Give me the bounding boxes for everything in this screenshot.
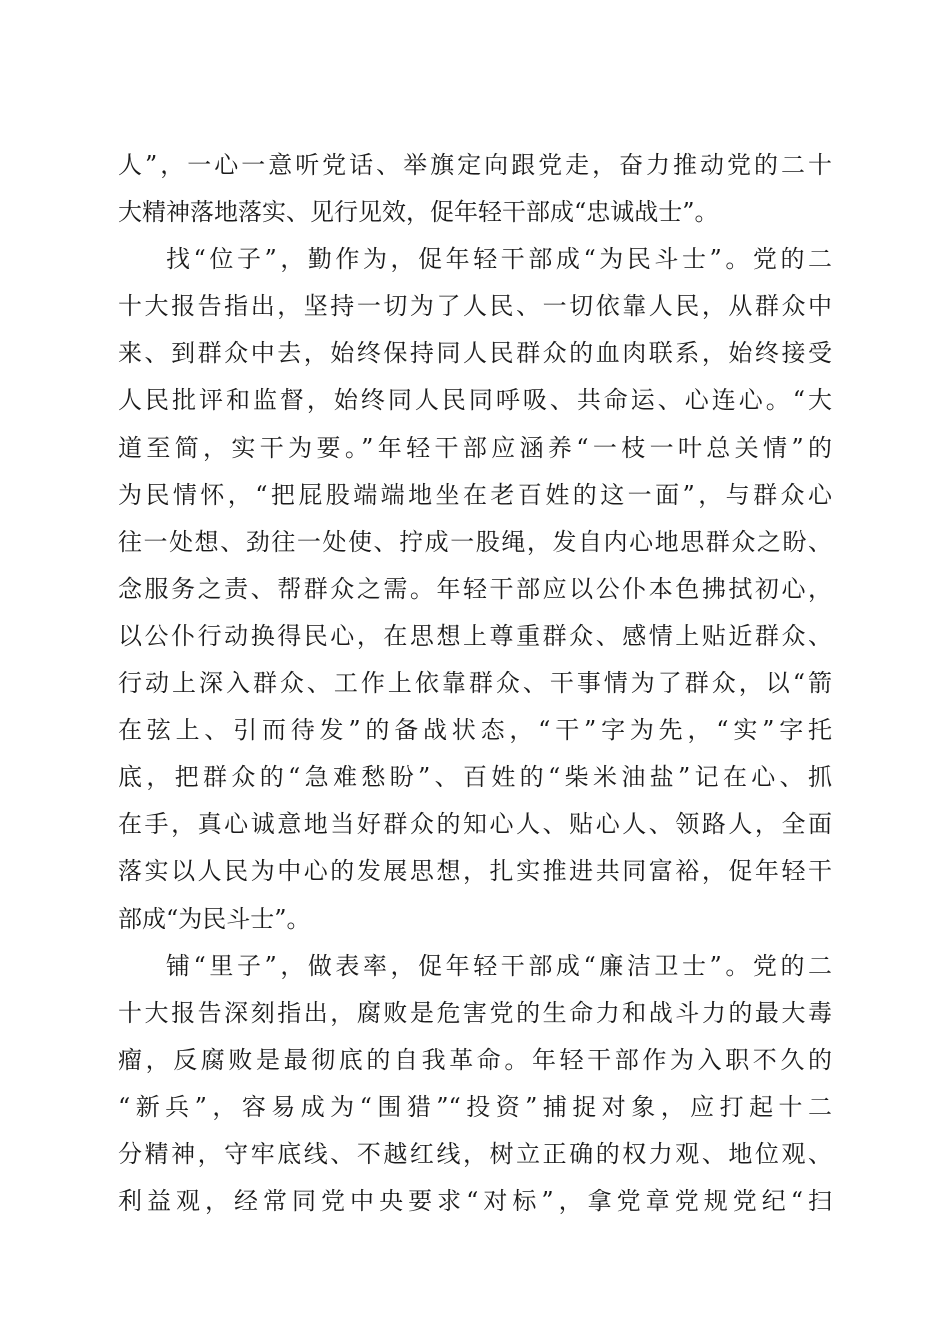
text-line: 落实以人民为中心的发展思想，扎实推进共同富裕，促年轻干 bbox=[118, 857, 832, 886]
document-body bbox=[118, 142, 832, 1225]
text-line: 往一处想、劲往一处使、拧成一股绳，发自内心地思群众之盼、 bbox=[118, 527, 832, 556]
text-line: 行动上深入群众、工作上依靠群众、干事情为了群众，以“箭 bbox=[118, 669, 832, 698]
text-line: 人”，一心一意听党话、举旗定向跟党走，奋力推动党的二十 bbox=[118, 151, 832, 179]
text-line: 底，把群众的“急难愁盼”、百姓的“柴米油盐”记在心、抓 bbox=[118, 763, 832, 792]
text-line: 念服务之责、帮群众之需。年轻干部应以公仆本色拂拭初心， bbox=[118, 574, 832, 603]
text-line: 部成“为民斗士”。 bbox=[118, 904, 311, 933]
text-line: 分精神，守牢底线、不越红线，树立正确的权力观、地位观、 bbox=[118, 1139, 832, 1168]
paragraph-first-line: 找“位子”，勤作为，促年轻干部成“为民斗士”。党的二 bbox=[166, 245, 832, 274]
text-line: 人民批评和监督，始终同人民同呼吸、共命运、心连心。“大 bbox=[118, 386, 832, 415]
text-line: 来、到群众中去，始终保持同人民群众的血肉联系，始终接受 bbox=[118, 339, 832, 368]
text-line: 在手，真心诚意地当好群众的知心人、贴心人、领路人，全面 bbox=[118, 810, 832, 839]
text-line: 瘤，反腐败是最彻底的自我革命。年轻干部作为入职不久的 bbox=[118, 1045, 832, 1074]
text-line: 道至简，实干为要。”年轻干部应涵养“一枝一叶总关情”的 bbox=[118, 433, 832, 462]
text-line: 利益观，经常同党中央要求“对标”，拿党章党规党纪“扫 bbox=[118, 1187, 832, 1216]
text-line: 为民情怀，“把屁股端端地坐在老百姓的这一面”，与群众心 bbox=[118, 480, 832, 509]
text-line: 十大报告指出，坚持一切为了人民、一切依靠人民，从群众中 bbox=[118, 292, 832, 321]
text-line: 以公仆行动换得民心，在思想上尊重群众、感情上贴近群众、 bbox=[118, 621, 832, 650]
text-line: 在弦上、引而待发”的备战状态，“干”字为先，“实”字托 bbox=[118, 716, 832, 745]
text-line: 十大报告深刻指出，腐败是危害党的生命力和战斗力的最大毒 bbox=[118, 998, 832, 1027]
text-line: “新兵”，容易成为“围猎”“投资”捕捉对象，应打起十二 bbox=[118, 1092, 832, 1121]
paragraph-first-line: 铺“里子”，做表率，促年轻干部成“廉洁卫士”。党的二 bbox=[166, 951, 832, 980]
text-line: 大精神落地落实、见行见效，促年轻干部成“忠诚战士”。 bbox=[118, 198, 719, 227]
